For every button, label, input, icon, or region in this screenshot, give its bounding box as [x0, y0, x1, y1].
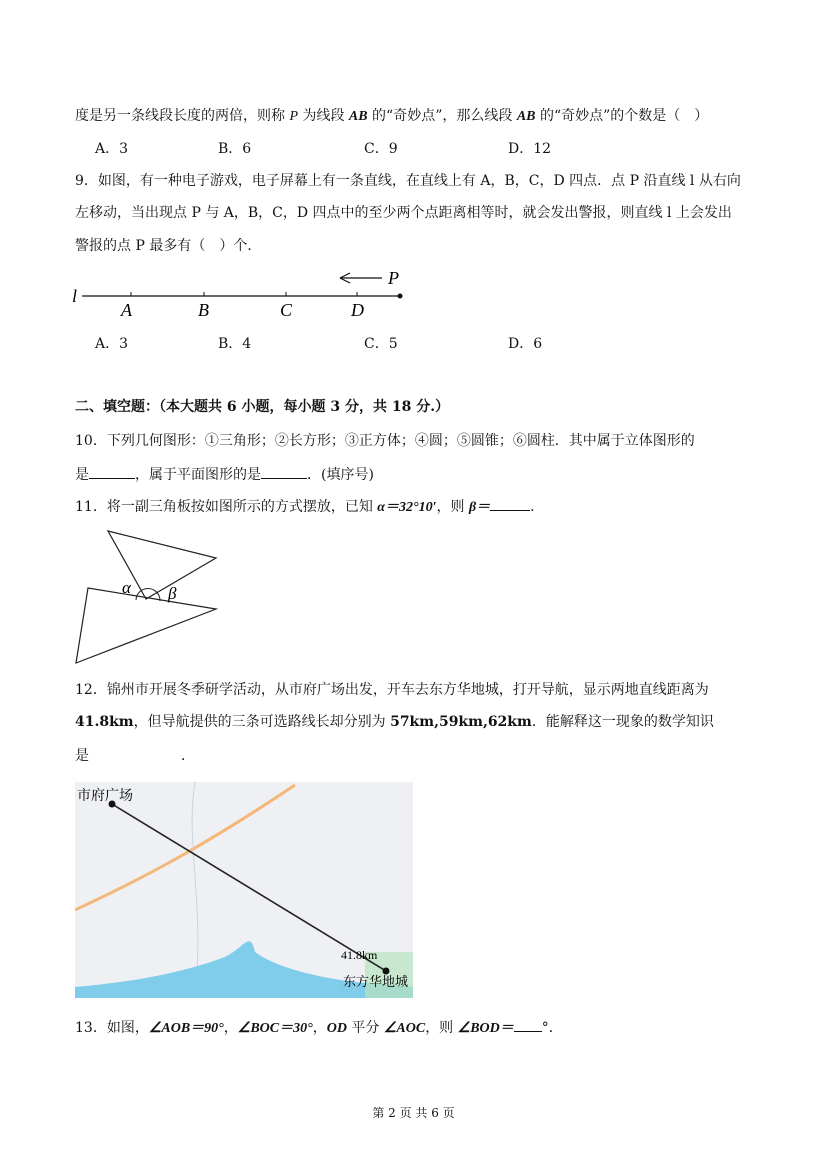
q9-option-b: B．4 — [218, 336, 252, 352]
q13-line — [75, 1017, 563, 1038]
answer-blank[interactable] — [89, 464, 135, 479]
q12-line3 — [75, 747, 195, 765]
q10-line1: 10．下列几何图形：①三角形；②长方形；③正方体；④圆；⑤圆锥；⑥圆柱．其中属于立体图形的 — [75, 433, 695, 449]
ray-od: OD — [326, 1021, 347, 1036]
q9-option-d: D．6 — [508, 336, 543, 352]
navigation-map — [75, 782, 413, 998]
answer-blank[interactable] — [490, 496, 530, 511]
text: ， — [223, 1020, 238, 1036]
label-d: D — [351, 300, 364, 320]
text: ，但导航提供的三条可选路线长却分别为 — [133, 714, 391, 730]
alpha-value: α＝32°10′ — [377, 500, 437, 515]
answer-blank[interactable] — [261, 464, 307, 479]
text: ．能解释这一现象的数学知识 — [531, 714, 714, 730]
angle-aoc: ∠AOC — [383, 1021, 426, 1036]
q9-option-c: C．5 — [364, 336, 398, 352]
segment-ab: AB — [516, 109, 536, 124]
q9-line3: 警报的点 P 最多有（ ）个． — [75, 238, 262, 254]
point-p — [398, 294, 403, 299]
angle-bod: ∠BOD＝ — [457, 1021, 514, 1036]
angle-aob: ∠AOB＝90° — [148, 1021, 224, 1036]
q8-option-d: D．12 — [508, 141, 552, 157]
text: ，则 — [436, 499, 469, 515]
text: 是 — [75, 467, 89, 483]
q9-line-figure — [70, 262, 420, 326]
text: 的“奇妙点”，那么线段 — [367, 108, 517, 124]
end-label: 东方华地城 — [343, 975, 409, 990]
text: ． — [181, 748, 195, 764]
beta-label-fig: β — [168, 584, 177, 603]
text: 平分 — [346, 1020, 384, 1036]
distance: 41.8km — [75, 714, 134, 730]
label-l: l — [72, 286, 78, 306]
q8-option-c: C．9 — [364, 141, 398, 157]
label-c: C — [280, 300, 293, 320]
q9-line1: 9．如图，有一种电子游戏，电子屏幕上有一条直线，在直线上有 A，B，C，D 四点．点 P 沿直线 l 从右向 — [75, 173, 741, 189]
text: 为线段 — [298, 108, 349, 124]
q12-line1: 12．锦州市开展冬季研学活动，从市府广场出发，开车去东方华地城，打开导航，显示两地直线距离为 — [75, 682, 709, 698]
route-lengths: 57km,59km,62km — [390, 714, 532, 730]
start-label: 市府广场 — [77, 788, 133, 804]
page-footer: 第 2 页 共 6 页 — [372, 1106, 455, 1120]
text: ． — [530, 499, 545, 515]
section-heading: 二、填空题：（本大题共 6 小题，每小题 3 分，共 18 分.） — [75, 399, 450, 415]
angle-boc: ∠BOC＝30° — [237, 1021, 313, 1036]
text: ，属于平面图形的是 — [135, 467, 261, 483]
q8-option-a: A．3 — [95, 141, 129, 157]
q8-option-b: B．6 — [218, 141, 252, 157]
q10-line2 — [75, 464, 374, 484]
text: °． — [541, 1020, 563, 1036]
answer-blank[interactable] — [514, 1017, 542, 1032]
text: 的“奇妙点”的个数是（ ） — [535, 108, 709, 124]
text: ．(填序号) — [307, 467, 374, 483]
text: 是 — [75, 748, 89, 764]
distance-label: 41.8km — [341, 948, 378, 962]
text: 11．将一副三角板按如图所示的方式摆放，已知 — [75, 499, 378, 515]
alpha-label: α — [122, 578, 131, 597]
q11-line — [75, 496, 544, 517]
label-p: P — [388, 268, 399, 288]
q9-line2: 左移动，当出现点 P 与 A，B，C，D 四点中的至少两个点距离相等时，就会发出警报，则直线 l 上会发出 — [75, 205, 732, 221]
var-p: P — [289, 109, 299, 124]
triangle-boards-figure — [70, 525, 230, 670]
q9-option-a: A．3 — [95, 336, 129, 352]
text: 13．如图， — [75, 1020, 149, 1036]
q12-line2 — [75, 713, 714, 731]
text: 度是另一条线段长度的两倍，则称 — [75, 108, 290, 124]
q8-stem-tail — [75, 107, 708, 126]
beta-label: β＝ — [469, 500, 491, 515]
text: ， — [312, 1020, 327, 1036]
label-a: A — [121, 300, 132, 320]
text: ，则 — [425, 1020, 458, 1036]
label-b: B — [198, 300, 209, 320]
segment-ab: AB — [348, 109, 368, 124]
